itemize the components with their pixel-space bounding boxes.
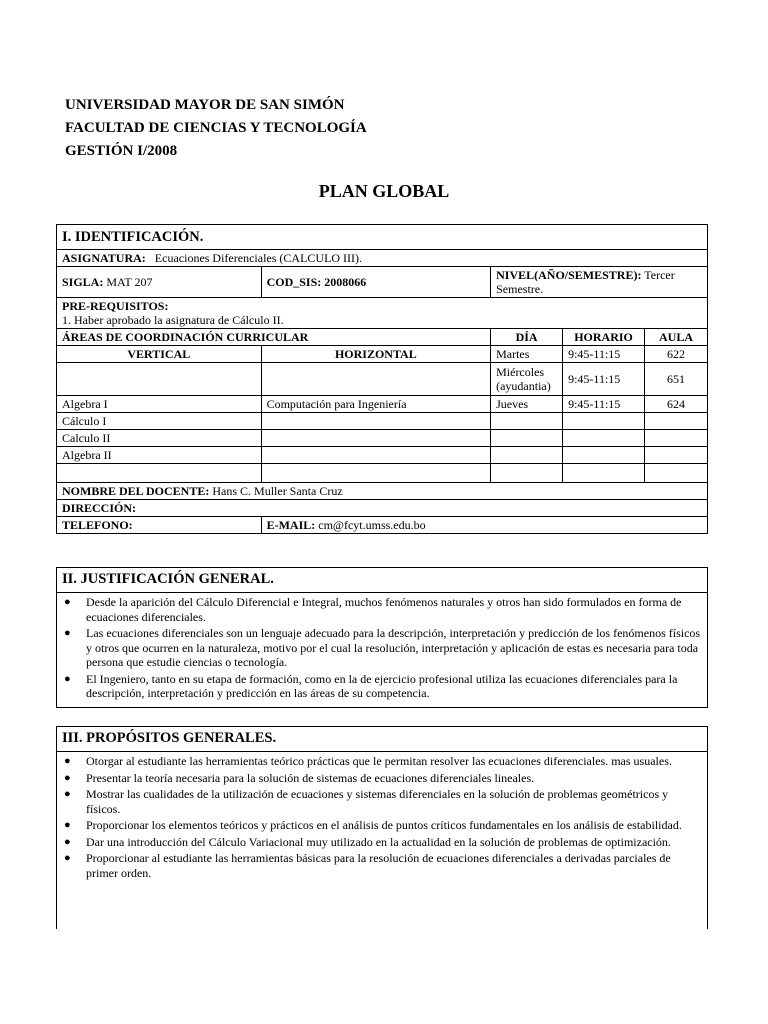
document-header [65, 94, 367, 163]
asignatura-row [57, 250, 708, 267]
list-item: ● El Ingeniero, tanto en su etapa de formación, como en la de ejercicio profesional utiliza las ecuaciones diferenciales para la descripción, interpretación y predicción en las áreas de su competencia. [64, 671, 678, 700]
identification-table [56, 224, 708, 534]
docente-row [57, 483, 708, 500]
horizontal-cell [261, 363, 491, 396]
sigla-label: SIGLA: [62, 275, 104, 289]
page-title: PLAN GLOBAL [318, 181, 450, 201]
justificacion-list [57, 593, 707, 707]
list-item: ● Proporcionar al estudiante las herramientas básicas para la resolución de ecuaciones diferenciales a derivadas parciales de primer orden. [64, 851, 671, 880]
codsis-label: COD_SIS: [266, 275, 322, 289]
schedule-aula: 624 [645, 396, 708, 413]
schedule-aula [645, 430, 708, 447]
gestion-label: GESTIÓN I/2008 [65, 143, 178, 159]
docente-value: Hans C. Muller Santa Cruz [212, 484, 343, 498]
asignatura-value: Ecuaciones Diferenciales (CALCULO III). [154, 251, 363, 265]
email-label: E-MAIL: [266, 518, 316, 532]
list-item: ● Presentar la teoría necesaria para la solución de sistemas de ecuaciones diferenciales lineales. [64, 770, 535, 785]
justificacion-section [56, 567, 708, 708]
bullet-icon: ● [64, 627, 71, 639]
nivel-value: Tercer Semestre. [496, 268, 675, 296]
schedule-dia [491, 464, 563, 483]
list-item: ● Mostrar las cualidades de la utilización de ecuaciones y sistemas diferenciales en la solución de problemas geométricos y físicos. [64, 787, 669, 816]
list-item: ● Otorgar al estudiante las herramientas teórico prácticas que le permitan resolver las ecuaciones diferenciales. mas usuales. [64, 754, 672, 768]
prerequisitos-cell [57, 298, 708, 329]
areas-label: ÁREAS DE COORDINACIÓN CURRICULAR [57, 329, 491, 346]
list-item: ● Proporcionar los elementos teóricos y prácticos en el análisis de puntos críticos fundamentales en los análisis de estabilidad. [64, 818, 682, 832]
schedule-aula [645, 413, 708, 430]
schedule-aula: 651 [645, 363, 708, 396]
horizontal-cell: Computación para Ingeniería [261, 396, 491, 413]
vertical-header: VERTICAL [57, 346, 262, 363]
schedule-horario [563, 447, 645, 464]
schedule-aula [645, 464, 708, 483]
bullet-icon: ● [64, 771, 71, 784]
schedule-horario: 9:45-11:15 [563, 346, 645, 363]
email-cell [261, 517, 707, 534]
schedule-horario: 9:45-11:15 [563, 396, 645, 413]
vertical-cell: Algebra II [57, 447, 262, 464]
list-item: ● Las ecuaciones diferenciales son un lenguaje adecuado para la descripción, interpretación y predicción de los fenómenos físicos y otros que ocurren en la naturaleza, motivo por el cual la resolución, interpretación y aplicación de estas es necesaria para toda persona que estudie ciencias o tecnología. [64, 626, 701, 669]
bullet-icon: ● [64, 835, 71, 848]
asignatura-label: ASIGNATURA: [62, 251, 146, 265]
schedule-aula: 622 [645, 346, 708, 363]
nivel-label: NIVEL(AÑO/SEMESTRE): [496, 268, 642, 282]
propositos-list [57, 752, 707, 886]
docente-label: NOMBRE DEL DOCENTE: [62, 484, 210, 498]
bullet-icon: ● [64, 819, 71, 831]
horizontal-cell [261, 413, 491, 430]
schedule-dia [491, 447, 563, 464]
horario-header: HORARIO [563, 329, 645, 346]
list-item: ● Dar una introducción del Cálculo Variacional muy utilizado en la actualidad en la solución de problemas de optimización. [64, 834, 671, 849]
bullet-icon: ● [64, 672, 71, 685]
telefono-label: TELEFONO: [57, 517, 262, 534]
bullet-icon: ● [64, 852, 71, 864]
vertical-cell [57, 464, 262, 483]
codsis-value: 2008066 [324, 275, 367, 289]
schedule-dia [491, 430, 563, 447]
horizontal-header: HORIZONTAL [261, 346, 491, 363]
propositos-section [56, 726, 708, 929]
nivel-cell [491, 267, 708, 298]
section-heading-propositos: III. PROPÓSITOS GENERALES. [57, 727, 707, 752]
sigla-cell [57, 267, 262, 298]
vertical-cell: Algebra I [57, 396, 262, 413]
schedule-dia: Jueves [491, 396, 563, 413]
schedule-dia: Miércoles (ayudantia) [491, 363, 563, 396]
schedule-horario [563, 430, 645, 447]
horizontal-cell [261, 430, 491, 447]
prerequisitos-value: 1. Haber aprobado la asignatura de Cálculo II. [62, 313, 284, 327]
schedule-horario [563, 413, 645, 430]
dia-header: DÍA [491, 329, 563, 346]
codsis-cell [261, 267, 491, 298]
sigla-value: MAT 207 [106, 275, 153, 289]
vertical-cell: Cálculo I [57, 413, 262, 430]
vertical-cell: Calculo II [57, 430, 262, 447]
university-name: UNIVERSIDAD MAYOR DE SAN SIMÓN [65, 97, 345, 113]
bullet-icon: ● [64, 596, 71, 608]
bullet-icon: ● [64, 755, 71, 767]
schedule-horario [563, 464, 645, 483]
horizontal-cell [261, 464, 491, 483]
schedule-dia [491, 413, 563, 430]
vertical-cell [57, 363, 262, 396]
schedule-horario: 9:45-11:15 [563, 363, 645, 396]
schedule-aula [645, 447, 708, 464]
horizontal-cell [261, 447, 491, 464]
bullet-icon: ● [64, 788, 71, 800]
prerequisitos-label: PRE-REQUISITOS: [62, 299, 169, 313]
email-value: cm@fcyt.umss.edu.bo [318, 518, 426, 532]
section-heading-justificacion: II. JUSTIFICACIÓN GENERAL. [57, 568, 707, 593]
faculty-name: FACULTAD DE CIENCIAS Y TECNOLOGÍA [65, 120, 367, 136]
list-item: ● Desde la aparición del Cálculo Diferencial e Integral, muchos fenómenos naturales y otros han sido formulados en forma de ecuaciones diferenciales. [64, 595, 682, 624]
schedule-dia: Martes [491, 346, 563, 363]
direccion-label: DIRECCIÓN: [57, 500, 708, 517]
section-heading-identificacion: I. IDENTIFICACIÓN. [57, 225, 708, 250]
aula-header: AULA [645, 329, 708, 346]
